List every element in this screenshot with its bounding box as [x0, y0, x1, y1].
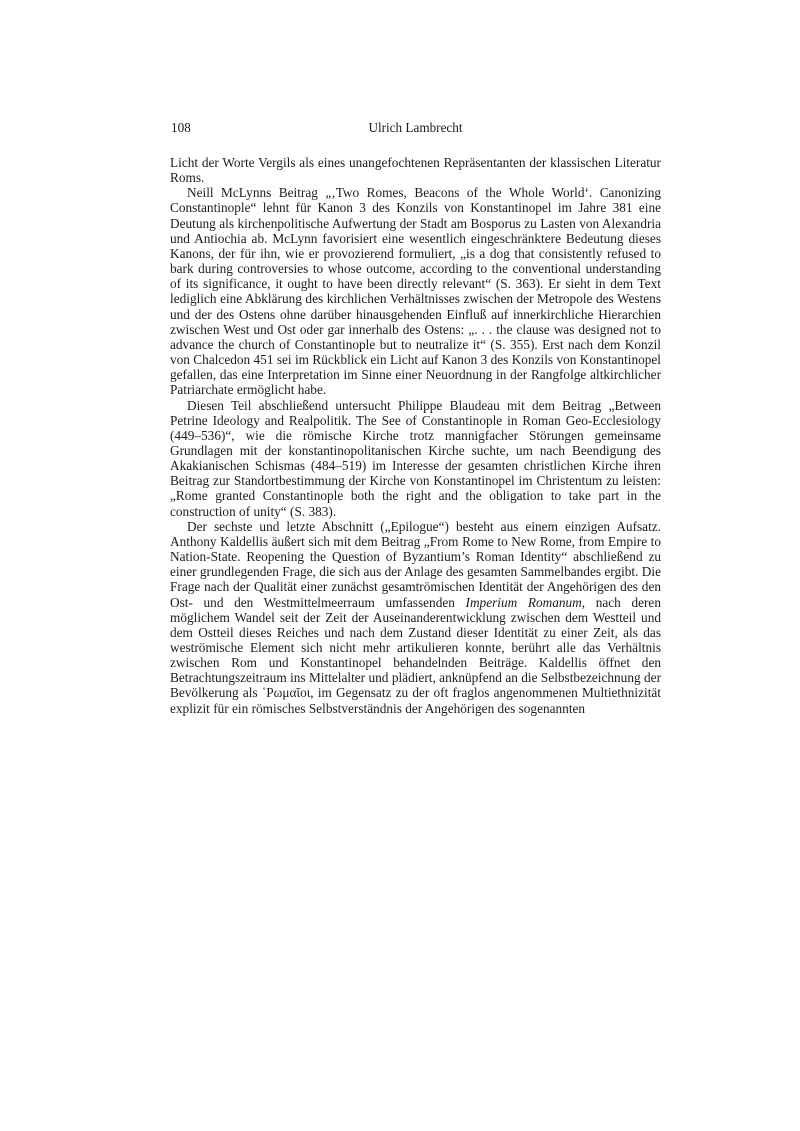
text-run: Der sechste und letzte Abschnitt („Epilogue“) besteht aus einem einzigen Aufsatz. Anthony Kaldellis äußert sich mit dem Beitrag „From Rome to New Rome, from Empire to Nation-State. Reopening the Question of Byzantium’s Roman Identity“ abschließend zu einer grundlegenden Frage, die sich aus der Anlage des gesamten Sammelbandes ergibt. Die Frage nach der Qualität einer zunächst gesamtrömischen Identität der Angehörigen des den Ost- und den Westmittelmeerraum umfassenden [170, 518, 661, 610]
paragraph [170, 185, 661, 397]
text-run: , nach deren möglichem Wandel seit der Zeit der Auseinanderentwicklung zwischen dem Westteil und dem Ostteil dieses Reiches und nach dem Zustand dieser Identität zu einer Zeit, als das weströmische Element sich nicht mehr artikulieren konnte, berührt alle das Verhältnis zwischen Rom und Konstantinopel behandelnden Beiträge. Kaldellis öffnet den Betrachtungszeitraum ins Mittelalter und plädiert, anknüpfend an die Selbstbezeichnung der Bevölkerung als ῾Ρωμαῖοι, im Gegensatz zu der oft fraglos angenommenen Multiethnizität explizit für ein römisches Selbstverständnis der Angehörigen des sogenannten [170, 594, 661, 716]
page-number: 108 [171, 120, 191, 135]
text-block [170, 155, 661, 716]
paragraph [170, 519, 661, 716]
text-run: Neill McLynns Beitrag „‚Two Romes, Beacons of the Whole World‘. Canonizing Constantinople“ lehnt für Kanon 3 des Konzils von Konstantinopel im Jahre 381 eine Deutung als kirchenpolitische Aufwertung der Stadt am Bosporus zu Lasten von Alexandria und Antiochia ab. McLynn favorisiert eine wesentlich eingeschränktere Bedeutung dieses Kanons, der für ihn, wie er provozierend formuliert, „is a dog that consistently refused to bark during controversies to whose outcome, according to the conventional understanding of its significance, it ought to have been directly relevant“ (S. 363). Er sieht in dem Text lediglich eine Abklärung des kirchlichen Verhältnisses zwischen der Metropole des Westens und der des Ostens ohne darüber hinausgehenden Einfluß auf innerkirchliche Hierarchien zwischen West und Ost oder gar innerhalb des Ostens: „. . . the clause was designed not to advance the church of Constantinople but to neutralize it“ (S. 355). Erst nach dem Konzil von Chalcedon 451 sei im Rückblick ein Licht auf Kanon 3 des Konzils von Konstantinopel gefallen, das eine Interpretation im Sinne einer Neuordnung in der Rangfolge altkirchlicher Patriarchate ermöglicht habe. [170, 185, 661, 398]
paragraph [170, 155, 661, 185]
running-head: Ulrich Lambrecht [368, 120, 463, 135]
paragraph [170, 398, 661, 519]
text-run: Diesen Teil abschließend untersucht Philippe Blaudeau mit dem Beitrag „Between Petrine Ideology and Realpolitik. The See of Constantinople in Roman Geo-Ecclesiology (449–536)“, wie die römische Kirche trotz mannigfacher Störungen gemeinsame Grundlagen mit der konstantinopolitanischen Kirche suchte, um nach Beendigung des Akakianischen Schismas (484–519) im Interesse der gesamten christlichen Kirche ihren Beitrag zur Standortbestimmung der Kirche von Konstantinopel im Christentum zu leisten: „Rome granted Constantinople both the right and the obligation to take part in the construction of unity“ (S. 383). [170, 397, 661, 519]
document-page [170, 120, 661, 716]
page-header [170, 120, 661, 136]
text-run: Licht der Worte Vergils als eines unangefochtenen Repräsentanten der klassischen Literatur Roms. [170, 155, 661, 186]
italic-text-run: Imperium Romanum [465, 594, 582, 610]
